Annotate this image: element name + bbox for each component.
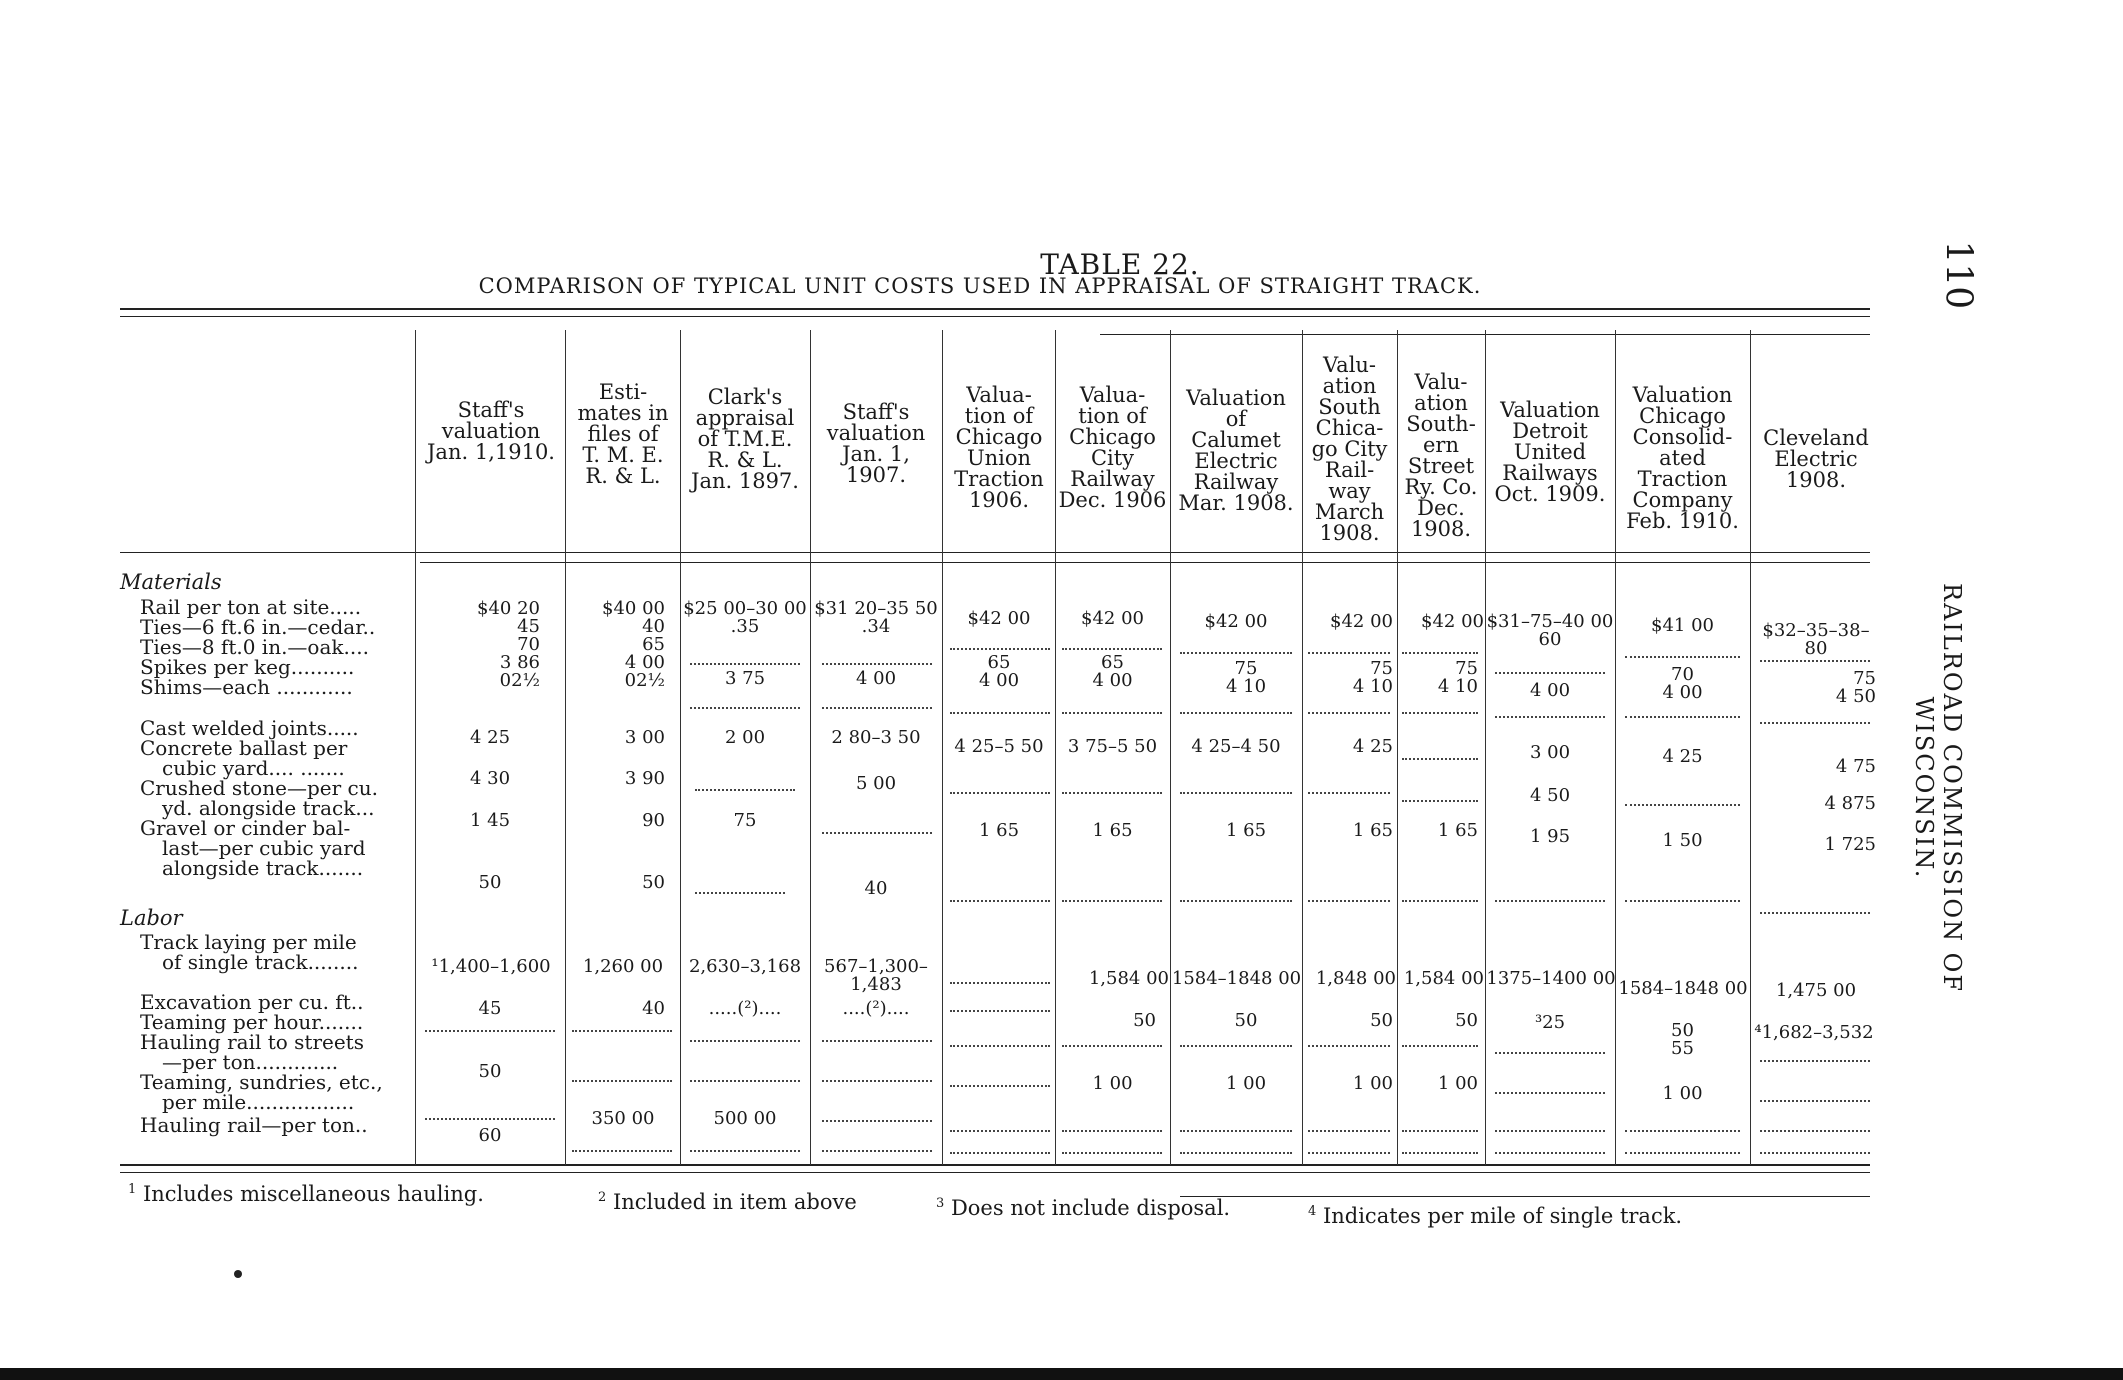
leader-dots (822, 1040, 932, 1042)
table-cell: 45 (478, 998, 502, 1019)
column-header: Valu- ation South Chica- go City Rail- way March 1908. (1311, 353, 1388, 545)
section-label-materials: Materials (120, 570, 222, 594)
row-label: Shims—each ............ (140, 675, 353, 699)
table-cell: 75 4 50 (1835, 668, 1876, 707)
leader-dots (1495, 1052, 1605, 1054)
table-cell: 1584–1848 00 (1618, 978, 1748, 999)
leader-dots (822, 707, 932, 709)
leader-dots (1760, 1060, 1870, 1062)
table-cell: 75 (733, 810, 757, 831)
table-cell: 1 45 (469, 810, 511, 831)
table-cell: 60 (478, 1125, 502, 1146)
table-cell: $40 00 40 65 4 00 02½ (602, 598, 665, 691)
table-cell: 1 50 (1662, 830, 1703, 851)
table-cell: 50 55 (1671, 1020, 1694, 1059)
leader-dots (1402, 1130, 1478, 1132)
table-cell: 1375–1400 00 (1486, 968, 1616, 989)
leader-dots (950, 1045, 1050, 1047)
leader-dots (1062, 1152, 1162, 1154)
leader-dots (822, 1080, 932, 1082)
table-cell: 500 00 (713, 1108, 777, 1129)
leader-dots (1308, 1130, 1390, 1132)
table-cell: 1,584 00 (1403, 968, 1484, 989)
leader-dots (1062, 1045, 1162, 1047)
table-cell: 1 65 (978, 820, 1020, 841)
leader-dots (1760, 1100, 1870, 1102)
table-cell: 1,260 00 (582, 956, 664, 977)
row-label: alongside track....... (162, 856, 364, 880)
table-cell: 75 4 10 (1225, 658, 1267, 697)
table-cell: $25 00–30 00 .35 (683, 598, 807, 637)
row-label: Ties—6 ft.6 in.—cedar.. (140, 615, 376, 639)
row-label: per mile................. (162, 1090, 355, 1114)
table-cell: 4 50 (1529, 785, 1571, 806)
row-label: of single track........ (162, 950, 359, 974)
table-cell: 4 25–5 50 (954, 736, 1044, 757)
running-head: RAILROAD COMMISSION OF WISCONSIN. (1910, 582, 1966, 993)
leader-dots (1180, 792, 1292, 794)
table-cell: $40 20 45 70 3 86 02½ (477, 598, 540, 691)
table-cell: $31–75–40 00 60 (1486, 611, 1614, 650)
section-label-labor: Labor (120, 906, 183, 930)
table-cell: 4 75 (1835, 756, 1876, 777)
leader-dots (1062, 1130, 1162, 1132)
leader-dots (572, 1030, 672, 1032)
leader-dots (1760, 1152, 1870, 1154)
footnote-4: $^4$ Indicates per mile of single track. (1308, 1204, 1683, 1228)
table-cell: 75 4 10 (1352, 658, 1393, 697)
leader-dots (1402, 758, 1478, 760)
row-label: cubic yard.... ....... (162, 756, 345, 780)
column-header: Valuation of Calumet Electric Railway Mar. 1908. (1178, 386, 1294, 515)
table-cell: 4 25–4 50 (1191, 736, 1281, 757)
table-title: TABLE 22. (1040, 248, 1200, 281)
row-label: Cast welded joints..... (140, 716, 359, 740)
leader-dots (1625, 804, 1740, 806)
table-cell: $42 00 (1330, 611, 1393, 632)
table-cell: 50 (1455, 1010, 1478, 1031)
footnote-2: $^2$ Included in item above (598, 1190, 857, 1214)
leader-dots (572, 1080, 672, 1082)
leader-dots (1402, 712, 1478, 714)
row-label: Rail per ton at site..... (140, 595, 362, 619)
leader-dots (1402, 800, 1478, 802)
table-cell: 1,584 00 (1088, 968, 1169, 989)
table-cell: $42 00 (1421, 611, 1484, 632)
leader-dots (1402, 900, 1478, 902)
column-header: Cleveland Electric 1908. (1763, 426, 1869, 492)
row-label: last—per cubic yard (162, 836, 366, 860)
footnote-1: $^1$ Includes miscellaneous hauling. (128, 1182, 484, 1206)
top-rule (120, 308, 1870, 310)
leader-dots (1062, 648, 1162, 650)
table-cell: $31 20–35 50 .34 (814, 598, 938, 637)
leader-dots (1760, 722, 1870, 724)
leader-dots (1062, 900, 1162, 902)
table-cell: ⁴1,682–3,532 (1754, 1022, 1874, 1043)
leader-dots (1308, 712, 1390, 714)
leader-dots (695, 892, 785, 894)
table-cell: 4 00 (855, 668, 897, 689)
table-cell: 50 (642, 872, 665, 893)
leader-dots (1308, 1045, 1390, 1047)
footnote-3: $^3$ Does not include disposal. (936, 1196, 1231, 1220)
leader-dots (950, 1152, 1050, 1154)
leader-dots (1180, 652, 1292, 654)
leader-dots (822, 832, 932, 834)
bottom-rule (120, 1164, 1870, 1166)
leader-dots (950, 1010, 1050, 1012)
table-cell: 4 30 (469, 768, 511, 789)
leader-dots (1402, 652, 1478, 654)
leader-dots (690, 1080, 800, 1082)
leader-dots (1308, 792, 1390, 794)
bottom-rule-3 (1180, 1196, 1870, 1197)
leader-dots (1625, 1152, 1740, 1154)
table-cell: 3 90 (624, 768, 665, 789)
leader-dots (1180, 900, 1292, 902)
leader-dots (822, 1150, 932, 1152)
row-label: Gravel or cinder bal- (140, 816, 351, 840)
table-subtitle: COMPARISON OF TYPICAL UNIT COSTS USED IN APPRAISAL OF STRAIGHT TRACK. (478, 274, 1482, 298)
table-cell: .....(²).... (708, 998, 782, 1019)
leader-dots (1625, 1130, 1740, 1132)
leader-dots (690, 1040, 800, 1042)
leader-dots (425, 1118, 555, 1120)
top-rule-2 (120, 316, 1870, 317)
table-cell: 1 95 (1529, 826, 1571, 847)
table-cell: ³25 (1534, 1012, 1566, 1033)
leader-dots (1402, 1045, 1478, 1047)
ink-speck (234, 1270, 242, 1278)
table-cell: 350 00 (591, 1108, 655, 1129)
header-rule (120, 552, 1870, 553)
leader-dots (1180, 1130, 1292, 1132)
table-cell: 1 65 (1092, 820, 1133, 841)
row-label: yd. alongside track... (162, 796, 375, 820)
leader-dots (1625, 900, 1740, 902)
table-cell: 4 00 (1529, 680, 1571, 701)
table-cell: 4 25 (1662, 746, 1703, 767)
table-cell: ....(²).... (842, 998, 910, 1019)
table-cell: 2 00 (724, 727, 766, 748)
table-cell: $42 00 (967, 608, 1031, 629)
column-header: Valuation Detroit United Railways Oct. 1909. (1494, 398, 1606, 506)
table-cell: 1 725 (1824, 834, 1876, 855)
leader-dots (1760, 912, 1870, 914)
table-cell: 90 (642, 810, 665, 831)
table-cell: 50 (478, 1061, 502, 1082)
column-header: Valuation Chicago Consolid- ated Traction Company Feb. 1910. (1626, 383, 1739, 533)
leader-dots (1625, 716, 1740, 718)
table-cell: 1 00 (1662, 1083, 1703, 1104)
leader-dots (1180, 1152, 1292, 1154)
column-header: Valu- ation South- ern Street Ry. Co. Dec. 1908. (1404, 370, 1478, 541)
row-label: Track laying per mile (140, 930, 357, 954)
header-rule-2 (420, 562, 1870, 563)
row-label: Ties—8 ft.0 in.—oak.... (140, 635, 369, 659)
column-separator (415, 330, 416, 1165)
table-cell: 1 00 (1437, 1073, 1478, 1094)
leader-dots (690, 707, 800, 709)
column-header: Clark's appraisal of T.M.E. R. & L. Jan. 1897. (691, 385, 799, 493)
table-cell: 65 4 00 (1092, 652, 1133, 691)
table-cell: 3 00 (624, 727, 665, 748)
row-label: Hauling rail to streets (140, 1030, 364, 1054)
table-cell: 1 00 (1225, 1073, 1267, 1094)
leader-dots (1308, 652, 1390, 654)
table-cell: 3 75 (724, 668, 766, 689)
leader-dots (1180, 712, 1292, 714)
table-cell: $32–35–38–80 (1762, 620, 1870, 659)
table-cell: 2,630–3,168 (688, 956, 802, 977)
leader-dots (1062, 712, 1162, 714)
leader-dots (690, 663, 800, 665)
leader-dots (950, 982, 1050, 984)
table-cell: 50 (1370, 1010, 1393, 1031)
table-cell: 50 (1234, 1010, 1258, 1031)
table-cell: 5 00 (855, 773, 897, 794)
table-cell: 1 00 (1352, 1073, 1393, 1094)
table-cell: 1 00 (1092, 1073, 1133, 1094)
leader-dots (1760, 1130, 1870, 1132)
leader-dots (1180, 1045, 1292, 1047)
row-label: Teaming per hour....... (140, 1010, 364, 1034)
row-label: Hauling rail—per ton.. (140, 1113, 368, 1137)
leader-dots (1760, 660, 1870, 662)
column-header: Staff's valuation Jan. 1, 1907. (826, 400, 926, 487)
leader-dots (950, 648, 1050, 650)
table-cell: 1 65 (1437, 820, 1478, 841)
leader-dots (950, 1085, 1050, 1087)
leader-dots (1495, 672, 1605, 674)
leader-dots (572, 1150, 672, 1152)
leader-dots (1308, 1152, 1390, 1154)
leader-dots (950, 900, 1050, 902)
leader-dots (950, 792, 1050, 794)
table-cell: 1584–1848 00 (1171, 968, 1302, 989)
leader-dots (425, 1030, 555, 1032)
table-cell: $41 00 (1651, 615, 1714, 636)
table-cell: 75 4 10 (1437, 658, 1478, 697)
table-cell: 70 4 00 (1662, 664, 1703, 703)
table-cell: 3 75–5 50 (1067, 736, 1158, 757)
leader-dots (1495, 716, 1605, 718)
leader-dots (1495, 1152, 1605, 1154)
leader-dots (1402, 1152, 1478, 1154)
leader-dots (1625, 656, 1740, 658)
leader-dots (822, 1120, 932, 1122)
bottom-rule-2 (120, 1172, 1870, 1173)
scan-border (0, 1368, 2123, 1380)
leader-dots (695, 789, 795, 791)
table-cell: 2 80–3 50 (831, 727, 921, 748)
leader-dots (1495, 900, 1605, 902)
leader-dots (1495, 1092, 1605, 1094)
table-cell: 40 (864, 878, 888, 899)
column-header: Esti- mates in files of T. M. E. R. & L. (577, 380, 669, 488)
row-label: Crushed stone—per cu. (140, 776, 378, 800)
table-cell: $42 00 (1081, 608, 1144, 629)
row-label: Spikes per keg.......... (140, 655, 355, 679)
leader-dots (1062, 792, 1162, 794)
leader-dots (950, 1130, 1050, 1132)
table-cell: 4 25 (469, 727, 511, 748)
column-header: Valua- tion of Chicago Union Traction 1906. (954, 383, 1044, 512)
table-cell: $42 00 (1204, 611, 1268, 632)
table-cell: 1,848 00 (1315, 968, 1396, 989)
row-label: Teaming, sundries, etc., (140, 1070, 383, 1094)
table-cell: 50 (1133, 1010, 1156, 1031)
leader-dots (690, 1150, 800, 1152)
table-cell: 1 65 (1352, 820, 1393, 841)
row-label: —per ton............. (162, 1050, 339, 1074)
leader-dots (1308, 900, 1390, 902)
table-cell: 65 4 00 (978, 652, 1020, 691)
table-cell: 3 00 (1529, 742, 1571, 763)
table-cell: 4 875 (1824, 793, 1876, 814)
table-cell: 1 65 (1225, 820, 1267, 841)
page-number: 110 (1937, 240, 1979, 310)
leader-dots (822, 663, 932, 665)
row-label: Concrete ballast per (140, 736, 348, 760)
column-header: Valua- tion of Chicago City Railway Dec. 1906 (1058, 383, 1167, 512)
table-cell: 1,475 00 (1775, 980, 1857, 1001)
column-header: Staff's valuation Jan. 1,1910. (427, 398, 555, 464)
table-cell: 4 25 (1352, 736, 1393, 757)
leader-dots (1495, 1130, 1605, 1132)
table-cell: 40 (642, 998, 665, 1019)
table-cell: ¹1,400–1,600 (431, 956, 551, 977)
leader-dots (950, 712, 1050, 714)
row-label: Excavation per cu. ft.. (140, 990, 364, 1014)
table-cell: 567–1,300– 1,483 (824, 956, 928, 995)
table-cell: 50 (478, 872, 502, 893)
